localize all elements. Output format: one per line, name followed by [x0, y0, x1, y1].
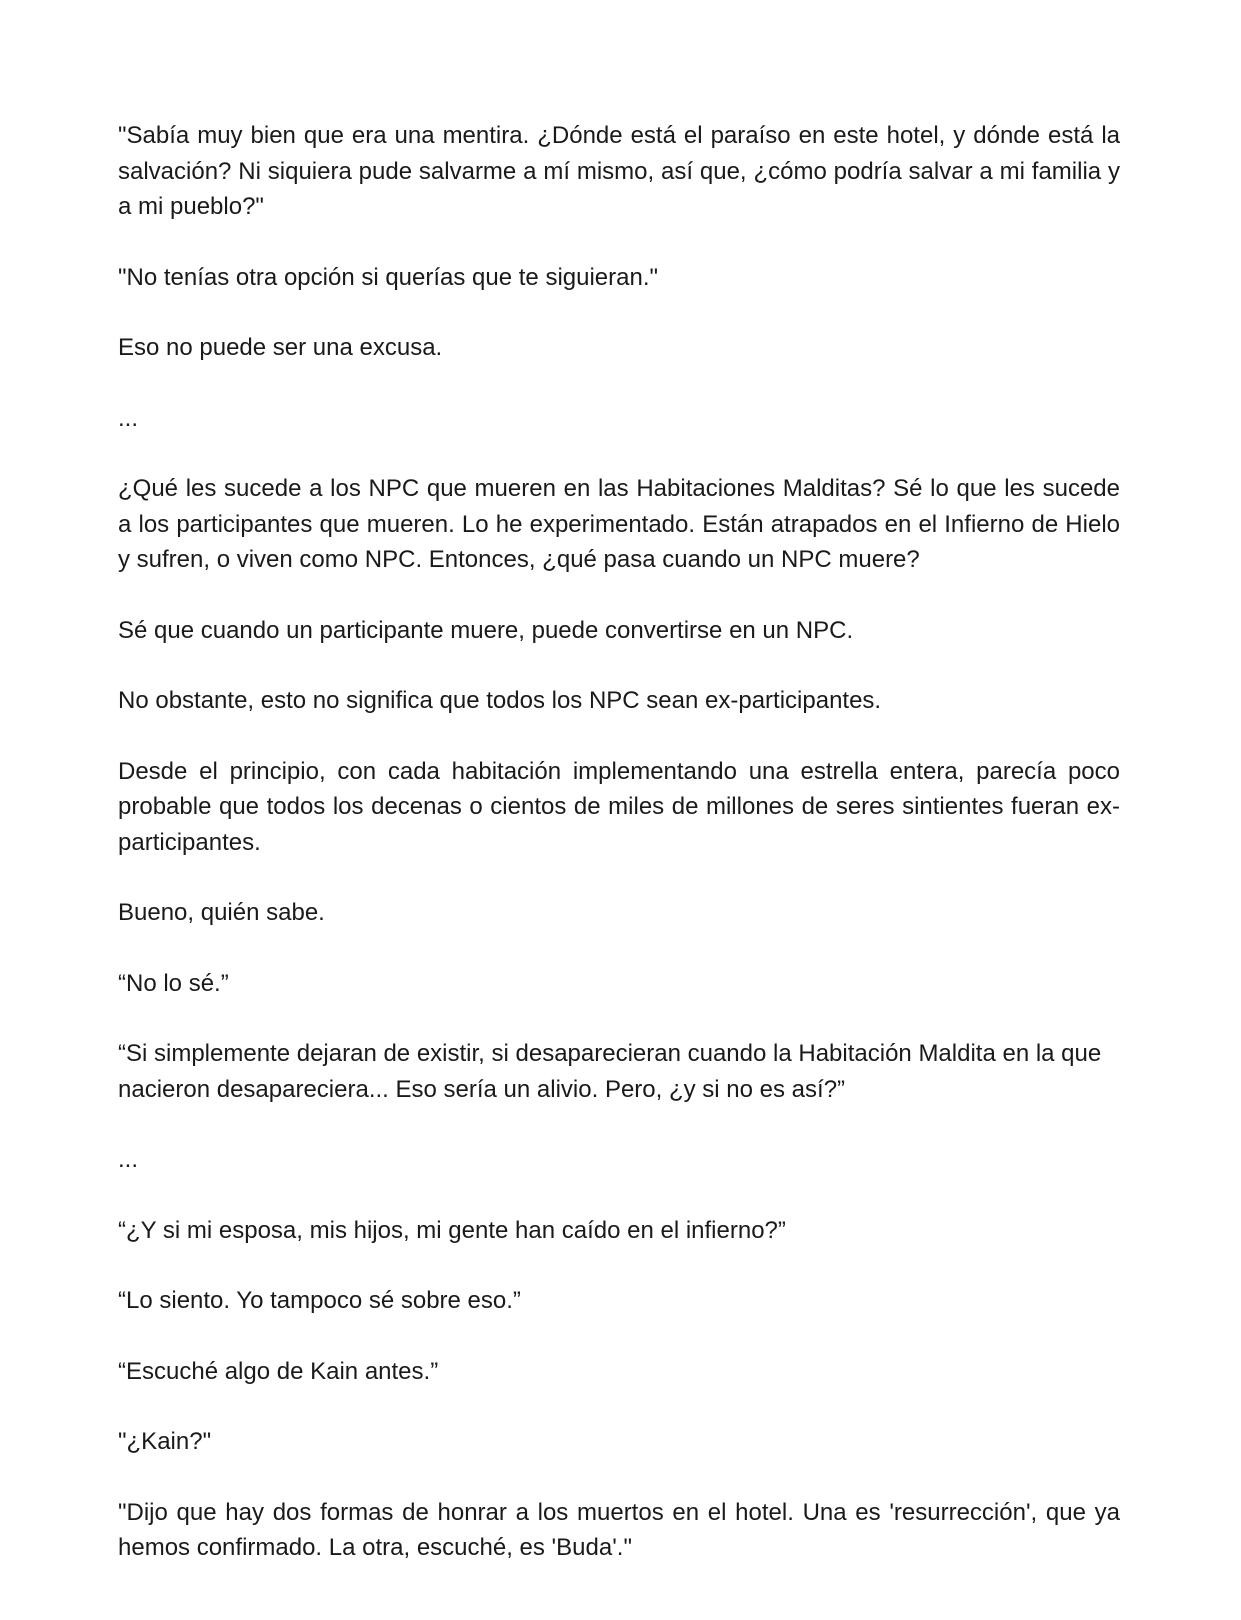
- paragraph: "¿Kain?": [118, 1428, 212, 1455]
- paragraph: Desde el principio, con cada habitación implementando una estrella entera, parecía poco probable que todos los decenas o cientos de miles de millones de seres sintientes fueran ex-participantes.: [118, 757, 1120, 856]
- paragraph: “Si simplemente dejaran de existir, si desaparecieran cuando la Habitación Maldita en la que nacieron desapareciera... Eso sería un alivio. Pero, ¿y si no es así?”: [118, 1040, 1102, 1103]
- scene-break: ...: [118, 1146, 139, 1173]
- paragraph: Eso no puede ser una excusa.: [118, 334, 443, 361]
- scene-break: ...: [118, 404, 139, 432]
- paragraph: ¿Qué les sucede a los NPC que mueren en las Habitaciones Malditas? Sé lo que les sucede a los participantes que mueren. Lo he experimentado. Están atrapados en el Infierno de Hielo y sufren, o viven como NPC. Entonces, ¿qué pasa cuando un NPC muere?: [118, 475, 1120, 573]
- paragraph: Bueno, quién sabe.: [118, 899, 325, 926]
- paragraph: “No lo sé.”: [118, 969, 229, 997]
- paragraph: Sé que cuando un participante muere, puede convertirse en un NPC.: [118, 616, 854, 644]
- paragraph: "No tenías otra opción si querías que te siguieran.": [118, 263, 659, 291]
- paragraph: “Escuché algo de Kain antes.”: [118, 1357, 439, 1385]
- paragraph: "Sabía muy bien que era una mentira. ¿Dónde está el paraíso en este hotel, y dónde está la salvación? Ni siquiera pude salvarme a mí mismo, así que, ¿cómo podría salvar a mi familia y a mi pueblo?": [118, 122, 1120, 220]
- paragraph: "Dijo que hay dos formas de honrar a los muertos en el hotel. Una es 'resurrección', que ya hemos confirmado. La otra, escuché, es 'Buda'.": [118, 1498, 1120, 1561]
- paragraph: No obstante, esto no significa que todos los NPC sean ex-participantes.: [118, 687, 882, 714]
- body-text: [118, 118, 1120, 1601]
- paragraph: “Lo siento. Yo tampoco sé sobre eso.”: [118, 1287, 521, 1314]
- paragraph: “¿Y si mi esposa, mis hijos, mi gente han caído en el infierno?”: [118, 1216, 786, 1244]
